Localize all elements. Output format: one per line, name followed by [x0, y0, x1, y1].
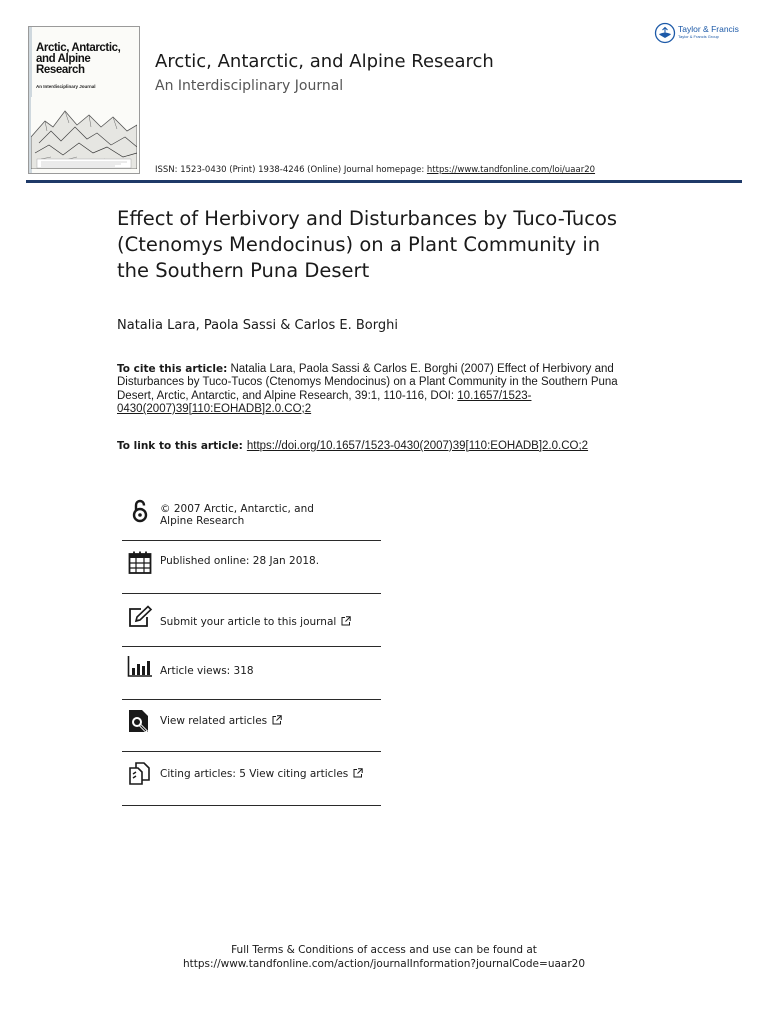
publisher-logo-block[interactable] [654, 22, 739, 44]
publisher-name: Taylor & Francis [678, 24, 739, 34]
article-title: Effect of Herbivory and Disturbances by Tuco-Tucos (Ctenomys Mendocinus) on a Plant Community in the Southern Puna Desert [117, 207, 618, 282]
header-divider [26, 180, 742, 183]
citation-block [117, 363, 637, 416]
copyright-text: © 2007 Arctic, Antarctic, and Alpine Research [160, 503, 314, 527]
cover-subtitle: An Interdisciplinary Journal [36, 84, 96, 89]
article-authors: Natalia Lara, Paola Sassi & Carlos E. Borghi [117, 318, 398, 333]
citing-row[interactable] [122, 752, 381, 806]
external-link-icon [341, 616, 351, 626]
citing-articles-label: Citing articles: 5 View citing articles [160, 768, 349, 780]
pencil-edit-icon [127, 604, 153, 630]
copyright-row [122, 488, 381, 541]
submit-article-link[interactable] [160, 616, 375, 628]
view-related-articles-link[interactable] [160, 715, 375, 727]
citation-text: Natalia Lara, Paola Sassi & Carlos E. Borghi (2007) Effect of Herbivory and Disturbances by Tuco-Tucos (Ctenomys Mendocinus) on a Plant Community in the Southern Puna Desert, Arctic, Antarctic, and Alpine Research, 39:1, 110-116, DOI: [117, 363, 618, 402]
terms-footer [0, 943, 768, 971]
citation-label: To cite this article: [117, 363, 228, 375]
published-date: Published online: 28 Jan 2018. [160, 555, 320, 567]
submit-row[interactable] [122, 594, 381, 647]
cover-title: Arctic, Antarctic, and Alpine Research [36, 42, 121, 76]
external-link-icon [353, 768, 363, 778]
article-link-label: To link to this article: [117, 440, 243, 452]
journal-subtitle: An Interdisciplinary Journal [155, 78, 344, 94]
article-doi-link[interactable]: https://doi.org/10.1657/1523-0430(2007)39[110:EOHADB]2.0.CO;2 [246, 440, 589, 452]
citation-doi-link[interactable]: 10.1657/1523-0430(2007)39[110:EOHADB]2.0.CO;2 [117, 389, 532, 415]
magnifier-document-icon [127, 708, 153, 734]
cover-mountain-sketch [31, 97, 137, 169]
views-row [122, 647, 381, 700]
journal-homepage-link[interactable]: https://www.tandfonline.com/loi/uaar20 [426, 165, 596, 175]
citing-articles-icon [127, 760, 153, 786]
bar-chart-icon [127, 653, 153, 679]
open-access-icon [127, 498, 153, 524]
submit-article-label: Submit your article to this journal [160, 616, 337, 628]
terms-line: Full Terms & Conditions of access and use can be found at [231, 944, 537, 956]
article-views: Article views: 318 [160, 665, 254, 677]
terms-url-link[interactable]: https://www.tandfonline.com/action/journalInformation?journalCode=uaar20 [182, 958, 586, 970]
publisher-logo-icon [654, 22, 676, 44]
issn-line [155, 165, 595, 175]
calendar-icon [127, 549, 153, 575]
publisher-group: Taylor & Francis Group [678, 34, 719, 39]
related-row[interactable] [122, 700, 381, 752]
published-row [122, 541, 381, 594]
external-link-icon [272, 715, 282, 725]
related-articles-label: View related articles [160, 715, 268, 727]
citing-articles-link[interactable] [160, 768, 375, 780]
article-info-list [122, 488, 381, 806]
journal-cover-image [28, 26, 140, 174]
issn-text: ISSN: 1523-0430 (Print) 1938-4246 (Online) Journal homepage: [155, 165, 427, 175]
article-link-block [117, 434, 677, 453]
journal-title: Arctic, Antarctic, and Alpine Research [155, 51, 494, 72]
